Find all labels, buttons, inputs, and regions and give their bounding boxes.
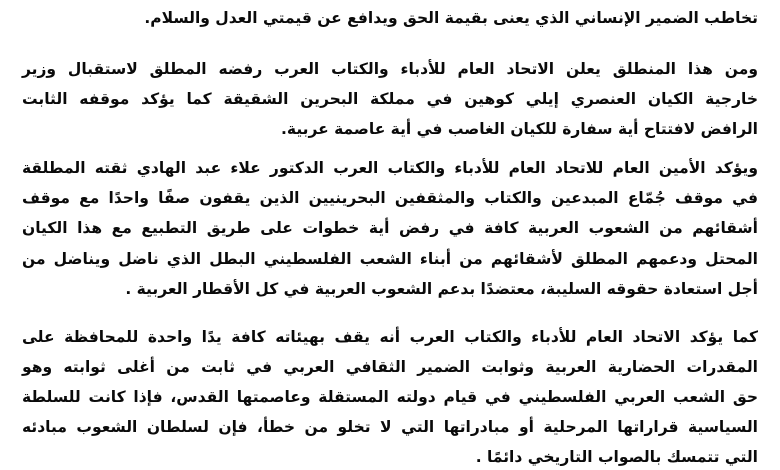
paragraph-3-line-5: أجل استعادة حقوقه السليبة، معتضدًا بدعم الشعوب العربية في كل الأقطار العربية . [125,280,758,298]
paragraph-1-line-1: تخاطب الضمير الإنساني الذي يعنى بقيمة الحق ويدافع عن قيمتي العدل والسلام. [144,9,758,27]
paragraph-2-line-2: خارجية الكيان العنصري إيلي كوهين في مملكة البحرين الشقيقة كما يؤكد موقفه الثابت [22,90,758,108]
paragraph-3-line-4: المحتل ودعمهم المطلق لأشقائهم من أبناء الشعب الفلسطيني البطل الذي ناضل ويناضل من [22,250,758,268]
paragraph-3-line-1: ويؤكد الأمين العام للاتحاد العام للأدباء والكتاب العرب الدكتور علاء عبد الهادي ثقته المطلقة [22,159,758,177]
paragraph-4-line-4: السياسية قراراتها المرحلية أو مبادراتها التي لا تخلو من خطأ، فإن لسلطان الشعوب مبادئه [22,418,758,436]
paragraph-2-line-1: ومن هذا المنطلق يعلن الاتحاد العام للأدباء والكتاب العرب رفضه المطلق لاستقبال وزير [22,60,758,78]
paragraph-4-line-1: كما يؤكد الاتحاد العام للأدباء والكتاب العرب أنه يقف بهيئاته كافة يدًا واحدة للمحافظة على [22,328,758,346]
paragraph-4-line-2: المقدرات الحضارية العربية وثوابت الضمير الثقافي العربي في ثابت من أغلى ثوابته وهو [22,358,758,376]
paragraph-3-line-2: في موقف جُمّاع المبدعين والكتاب والمثقفين البحرينيين الذين يقفون صفًا واحدًا مع موقف [22,189,758,207]
paragraph-4-line-5: التي تتمسك بالصواب التاريخي دائمًا . [475,448,758,466]
paragraph-4-line-3: حق الشعب العربي الفلسطيني في قيام دولته المستقلة وعاصمتها القدس، فإذا كانت للسلطة [22,388,758,406]
paragraph-2-line-3: الرافض لافتتاح أية سفارة للكيان الغاصب في أية عاصمة عربية. [281,120,758,138]
paragraph-3-line-3: أشقائهم من الشعوب العربية كافة في رفض أية خطوات على طريق التطبيع مع هذا الكيان [22,219,758,237]
